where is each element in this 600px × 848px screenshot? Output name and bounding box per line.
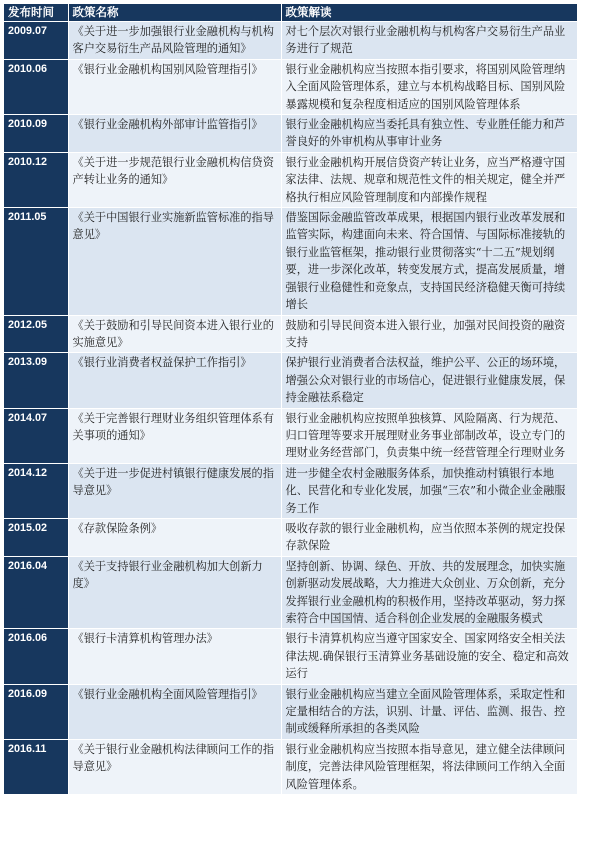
date-cell: 2011.05 xyxy=(4,208,68,315)
policy-name-cell: 《银行卡清算机构管理办法》 xyxy=(68,629,281,684)
header-date: 发布时间 xyxy=(4,4,68,22)
policy-name-cell: 《银行业金融机构外部审计监管指引》 xyxy=(68,115,281,153)
table-row xyxy=(4,463,577,518)
policy-desc-cell: 银行业金融机构应当建立全面风险管理体系，采取定性和定量相结合的方法，识别、计量、评估、监测、报告、控制或缓释所承担的各类风险 xyxy=(281,684,577,739)
table-row xyxy=(4,22,577,60)
table-row xyxy=(4,739,577,794)
policy-name-cell: 《关于进一步规范银行业金融机构信贷资产转让业务的通知》 xyxy=(68,152,281,207)
policy-desc-cell: 吸收存款的银行业金融机构，应当依照本茶例的规定投保存款保险 xyxy=(281,518,577,556)
date-cell: 2012.05 xyxy=(4,315,68,353)
policy-name-cell: 《银行业消费者权益保护工作指引》 xyxy=(68,353,281,408)
table-row xyxy=(4,315,577,353)
date-cell: 2010.12 xyxy=(4,152,68,207)
date-cell: 2016.04 xyxy=(4,556,68,629)
table-row xyxy=(4,629,577,684)
policy-name-cell: 《关于鼓励和引导民间资本进入银行业的实施意见》 xyxy=(68,315,281,353)
policy-desc-cell: 借鉴国际金融监管改革成果，根据国内银行业改革发展和监管实际，构建面向未来、符合国情、与国际标准接轨的银行业监管框架，推动银行业贯彻落实“十二五”规划纲要，进一步深化改革，转变发展方式，提高发展质量，增强银行业稳健性和竞象点，支持国民经济稳健天衡可持续增长 xyxy=(281,208,577,315)
table-row xyxy=(4,408,577,463)
date-cell: 2010.09 xyxy=(4,115,68,153)
policy-desc-cell: 对七个层次对银行业金融机构与机构客户交易衍生产品业务进行了规范 xyxy=(281,22,577,60)
policy-desc-cell: 银行业金融机构应当按照本指引要求，将国别风险管理纳入全面风险管理体系，建立与本机构战略目标、国别风险暴露规模和复杂程度相适应的国别风险管理体系 xyxy=(281,59,577,114)
policy-table xyxy=(4,4,578,795)
date-cell: 2016.09 xyxy=(4,684,68,739)
table-row xyxy=(4,152,577,207)
policy-name-cell: 《关于支持银行业金融机构加大创新力度》 xyxy=(68,556,281,629)
table-row xyxy=(4,208,577,315)
header-policy-interpretation: 政策解读 xyxy=(281,4,577,22)
date-cell: 2009.07 xyxy=(4,22,68,60)
policy-desc-cell: 鼓励和引导民间资本进入银行业，加强对民间投资的融资支持 xyxy=(281,315,577,353)
policy-name-cell: 《关于中国银行业实施新监管标准的指导意见》 xyxy=(68,208,281,315)
policy-name-cell: 《关于完善银行理财业务组织管理体系有关事项的通知》 xyxy=(68,408,281,463)
date-cell: 2014.07 xyxy=(4,408,68,463)
table-row xyxy=(4,59,577,114)
table-row xyxy=(4,115,577,153)
policy-desc-cell: 坚持创新、协调、绿色、开放、共的发展理念，加快实施创新驱动发展战略，大力推进大众创业、万众创新，充分发挥银行业金融机构的积极作用，坚持改革驱动，努力探索符合中国国情、适合科创企业发展的金融服务模式 xyxy=(281,556,577,629)
date-cell: 2015.02 xyxy=(4,518,68,556)
table-row xyxy=(4,684,577,739)
date-cell: 2013.09 xyxy=(4,353,68,408)
table-header-row xyxy=(4,4,577,22)
table-row xyxy=(4,518,577,556)
policy-name-cell: 《银行业金融机构全面风险管理指引》 xyxy=(68,684,281,739)
policy-desc-cell: 保护银行业消费者合法权益，维护公平、公正的场环境，增强公众对银行业的市场信心，促进银行业健康发展，保持金融祛系稳定 xyxy=(281,353,577,408)
policy-desc-cell: 银行业金融机构应按照单独核算、风险隔离、行为规范、归口管理等要求开展理财业务事业部制改革，设立专门的理财业务经营部门，负责集中统一经营管理全行理财业务 xyxy=(281,408,577,463)
date-cell: 2016.06 xyxy=(4,629,68,684)
policy-desc-cell: 银行卡清算机构应当遵守国家安全、国家网络安全相关法律法规.确保银行玉清算业务基础设施的安全、稳定和高效运行 xyxy=(281,629,577,684)
policy-desc-cell: 进一步健全农村金融服务体系，加快推动村镇银行本地化、民营化和专业化发展，加强“三农”和小微企业金融服务工作 xyxy=(281,463,577,518)
policy-name-cell: 《银行业金融机构国别风险管理指引》 xyxy=(68,59,281,114)
policy-name-cell: 《关于进一步加强银行业金融机构与机构客户交易衍生产品风险管理的通知》 xyxy=(68,22,281,60)
policy-desc-cell: 银行业金融机构应当委托具有独立性、专业胜任能力和芦誉良好的外审机构从事审计业务 xyxy=(281,115,577,153)
date-cell: 2016.11 xyxy=(4,739,68,794)
table-row xyxy=(4,353,577,408)
policy-table-container xyxy=(4,4,577,795)
table-row xyxy=(4,556,577,629)
header-policy-name: 政策名称 xyxy=(68,4,281,22)
policy-name-cell: 《关于进一步促进村镇银行健康发展的指导意见》 xyxy=(68,463,281,518)
date-cell: 2014.12 xyxy=(4,463,68,518)
policy-desc-cell: 银行业金融机构开展信贷资产转让业务，应当严格遵守国家法律、法规、规章和规范性文件的相关规定，健全并严格执行相应风险管理制度和内部操作规程 xyxy=(281,152,577,207)
policy-name-cell: 《关于银行业金融机构法律顾问工作的指导意见》 xyxy=(68,739,281,794)
policy-name-cell: 《存款保险条例》 xyxy=(68,518,281,556)
date-cell: 2010.06 xyxy=(4,59,68,114)
policy-desc-cell: 银行业金融机构应当按照本指导意见，建立健全法律顾问制度，完善法律风险管理框架，将法律顾问工作纳入全面风险管理体系。 xyxy=(281,739,577,794)
